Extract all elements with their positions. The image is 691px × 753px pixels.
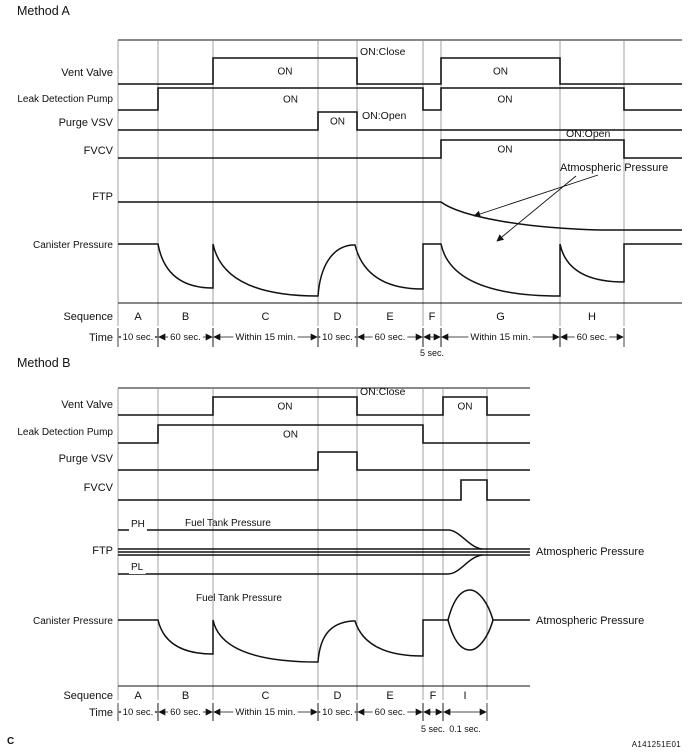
on-label: ON: [497, 94, 513, 106]
on-label: ON: [497, 144, 513, 156]
sequence-row-label: Sequence: [63, 690, 113, 702]
time-value: 0.1 sec.: [449, 724, 481, 734]
annotation-arrow: [497, 176, 576, 241]
time-value: 60 sec.: [374, 332, 406, 343]
sequence-letter: A: [134, 311, 142, 323]
signal-label: Canister Pressure: [32, 240, 113, 251]
digital-wave: [118, 58, 682, 84]
annotation: ON:Close: [360, 46, 406, 58]
annotation: ON:Close: [360, 386, 406, 398]
annotation: ON:Open: [566, 128, 611, 140]
on-label: ON: [283, 429, 298, 441]
annotation: Fuel Tank Pressure: [196, 593, 282, 604]
signal-label: Vent Valve: [61, 67, 113, 79]
time-value: 5 sec.: [419, 348, 445, 358]
digital-wave: [118, 480, 530, 500]
time-value: Within 15 min.: [235, 332, 296, 343]
sequence-letter: F: [428, 311, 436, 323]
annotation: PL: [131, 562, 144, 573]
on-label: ON: [283, 94, 298, 106]
signal-label: Leak Detection Pump: [17, 94, 113, 105]
annotation: Atmospheric Pressure: [536, 546, 645, 558]
footer-page-letter: C: [7, 736, 15, 747]
signal-label: Leak Detection Pump: [17, 427, 113, 438]
digital-wave: [118, 452, 530, 470]
analog-wave: [118, 620, 448, 662]
on-label: ON: [330, 116, 345, 128]
sequence-letter: F: [429, 690, 437, 702]
analog-wave: [118, 555, 482, 574]
time-value: 60 sec.: [170, 707, 201, 718]
signal-label: FTP: [92, 545, 113, 557]
sequence-row-label: Sequence: [63, 311, 113, 323]
time-row-label: Time: [88, 332, 113, 344]
analog-wave: [118, 530, 482, 549]
sequence-letter: I: [463, 690, 467, 702]
method-a-title: Method A: [17, 4, 70, 18]
method-A-group: [17, 40, 682, 359]
signal-label: Vent Valve: [61, 399, 113, 411]
sequence-letter: A: [134, 690, 142, 702]
annotation-arrow: [474, 175, 598, 216]
analog-wave: [448, 620, 493, 650]
time-value: 10 sec.: [322, 707, 353, 718]
on-label: ON: [277, 401, 293, 413]
sequence-letter: G: [496, 311, 505, 323]
signal-label: Purge VSV: [58, 453, 113, 465]
sequence-letter: H: [588, 311, 596, 323]
annotation: Atmospheric Pressure: [536, 615, 645, 627]
annotation: Fuel Tank Pressure: [185, 518, 271, 529]
figure-number: A141251E01: [631, 740, 681, 749]
time-value: 10 sec.: [322, 332, 353, 343]
time-value: Within 15 min.: [235, 707, 296, 718]
sequence-letter: B: [181, 690, 190, 702]
sequence-letter: D: [333, 311, 342, 323]
sequence-letter: E: [386, 311, 394, 323]
time-value: 10 sec.: [122, 332, 154, 343]
signal-label: FVCV: [83, 482, 113, 494]
digital-wave: [118, 88, 682, 110]
signal-label: Canister Pressure: [32, 616, 113, 627]
signal-label: FVCV: [83, 145, 113, 157]
annotation: ON:Open: [362, 110, 407, 122]
annotation: Atmospheric Pressure: [560, 162, 669, 174]
annotation: PH: [131, 519, 145, 530]
analog-wave: [448, 590, 493, 620]
sequence-letter: C: [261, 311, 270, 323]
analog-wave: [118, 244, 682, 296]
signal-label: FTP: [92, 191, 113, 203]
sequence-letter: E: [386, 690, 394, 702]
on-label: ON: [277, 66, 293, 78]
analog-wave: [118, 202, 682, 230]
digital-wave: [118, 425, 530, 443]
time-value: 60 sec.: [170, 332, 201, 343]
time-value: 60 sec.: [576, 332, 608, 343]
on-label: ON: [457, 401, 473, 413]
on-label: ON: [493, 66, 508, 78]
signal-label: Purge VSV: [58, 117, 113, 129]
time-value: Within 15 min.: [470, 332, 531, 343]
method-B-group: [17, 386, 644, 735]
digital-wave: [118, 140, 682, 158]
sequence-letter: C: [261, 690, 270, 702]
sequence-letter: B: [181, 311, 190, 323]
time-value: 10 sec.: [122, 707, 154, 718]
time-value: 60 sec.: [374, 707, 406, 718]
time-value: 5 sec.: [420, 724, 446, 734]
method-b-title: Method B: [17, 356, 71, 370]
sequence-letter: D: [333, 690, 342, 702]
time-row-label: Time: [88, 707, 113, 719]
